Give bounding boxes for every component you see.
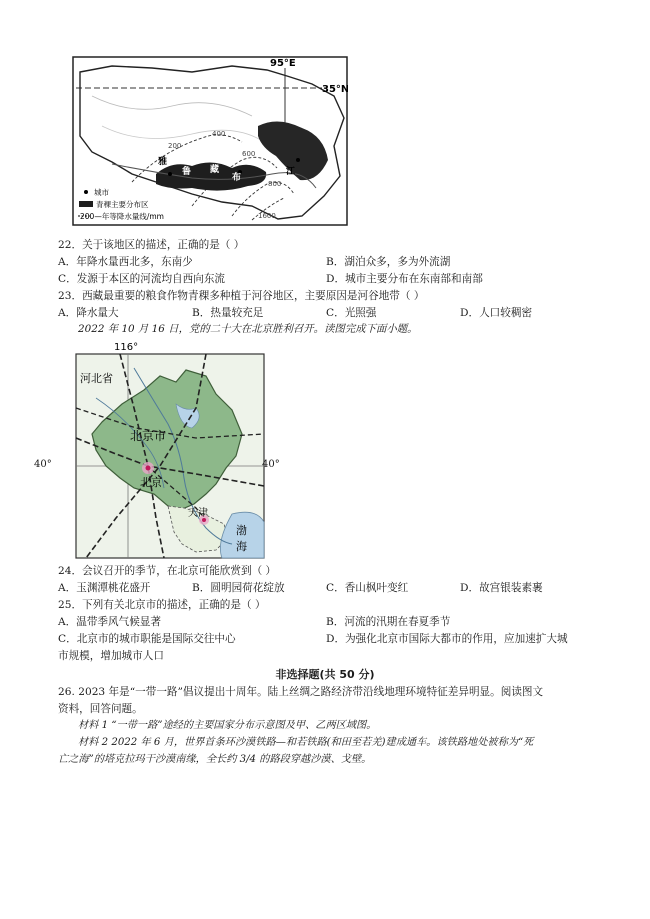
lon-label: 95°E [270,58,296,69]
isohyet-1600: 1600 [258,212,276,220]
hebei-label: 河北省 [80,372,113,385]
tibet-map-figure [72,56,348,226]
q23-option-a[interactable]: A．降水量大 [58,307,119,319]
beijing-map-figure [56,338,286,560]
beijing-intro: 2022 年 10 月 16 日，党的二十大在北京胜利召开。读图完成下面小题。 [78,323,418,335]
isohyet-600: 600 [242,150,256,158]
lat-label: 35°N [322,84,348,95]
place-char-5: 江 [286,167,296,177]
q23-stem: 23．西藏最重要的粮食作物青稞多种植于河谷地区，主要原因是河谷地带（ ） [58,290,425,302]
place-char-1: 雅 [158,157,168,167]
q23-option-b[interactable]: B．热量较充足 [192,307,264,319]
isohyet-800: 800 [268,180,282,188]
q24-stem: 24．会议召开的季节，在北京可能欣赏到（ ） [58,565,277,577]
map2-lon-label: 116° [114,342,139,353]
lat-label-right: 40° [262,459,280,470]
tibet-map [72,56,348,226]
q26-material-1: 材料 1 “一带一路”途经的主要国家分布示意图及甲、乙两区域图。 [78,720,377,731]
beijing-map [56,338,286,560]
q26-material-2: 材料 2 2022 年 6 月，世界首条环沙漠铁路—和若铁路(和田至若羌)建成通车。该铁路地处被称为“死 [78,737,534,748]
q22-option-a[interactable]: A．年降水量西北多，东南少 [58,256,193,268]
q24-option-b[interactable]: B．圆明园荷花绽放 [192,582,285,594]
q23-option-c[interactable]: C．光照强 [326,307,377,319]
legend-crop: 青稞主要分布区 [96,200,149,209]
isohyet-400: 400 [212,130,226,138]
q24-option-d[interactable]: D．故宫银装素裹 [460,582,543,594]
q26-line2: 资料，回答问题。 [58,703,143,715]
place-char-2: 鲁 [182,167,192,177]
q25-option-c[interactable]: C．北京市的城市职能是国际交往中心 [58,633,236,645]
q22-option-d[interactable]: D．城市主要分布在东南部和南部 [326,273,483,285]
isohyet-200: 200 [168,142,182,150]
q25-option-d-cont: 市规模，增加城市人口 [58,650,164,662]
legend-city-icon [84,190,88,194]
q24-option-c[interactable]: C．香山枫叶变红 [326,582,409,594]
q25-stem: 25．下列有关北京市的描述，正确的是（ ） [58,599,266,611]
q22-option-c[interactable]: C．发源于本区的河流均自西向东流 [58,273,226,285]
q25-option-d[interactable]: D．为强化北京市国际大都市的作用，应加速扩大城 [326,633,568,645]
place-char-3: 藏 [210,165,220,175]
q22-option-b[interactable]: B．湖泊众多，多为外流湖 [326,256,451,268]
beijing-label: 北京 [140,476,162,489]
legend-crop-icon [79,201,93,207]
q22-stem: 22．关于该地区的描述，正确的是（ ） [58,239,245,251]
legend-isohyet: 200—年等降水量线/mm [80,212,164,221]
beijing-city-label: 北京市 [130,429,167,443]
bohai-label-2: 海 [236,540,247,553]
q26-material-2-cont: 亡之海”的塔克拉玛干沙漠南缘，全长约 3/4 的路段穿越沙漠、戈壁。 [58,754,372,765]
q23-option-d[interactable]: D．人口较稠密 [460,307,533,319]
q25-option-b[interactable]: B．河流的汛期在春夏季节 [326,616,451,628]
section-title: 非选择题(共 50 分) [275,668,375,681]
tianjin-label: 天津 [188,508,208,519]
legend-city: 城市 [94,188,109,197]
q26-line1: 26. 2023 年是“一带一路”倡议提出十周年。陆上丝绸之路经济带沿线地理环境特征差异明显。阅读图文 [58,686,544,698]
place-char-4: 布 [232,173,242,183]
bohai-label-1: 渤 [236,524,247,537]
lat-label-left: 40° [34,459,52,470]
q25-option-a[interactable]: A．温带季风气候显著 [58,616,161,628]
q24-option-a[interactable]: A．玉渊潭桃花盛开 [58,582,151,594]
